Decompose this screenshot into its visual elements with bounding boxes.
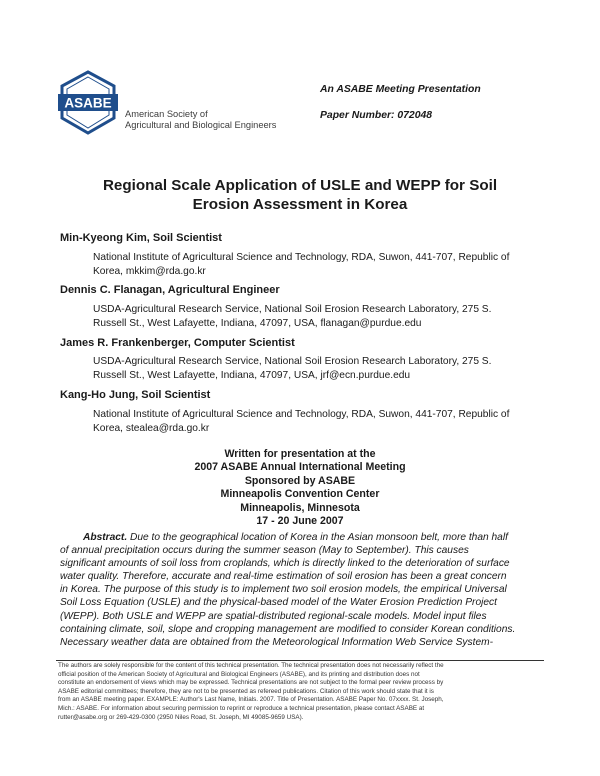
affiliation-line: Russell St., West Lafayette, Indiana, 47097, USA, jrf@ecn.purdue.edu — [93, 369, 411, 381]
footnote-line: rutter@asabe.org or 269-429-0300 (2950 Niles Road, St. Joseph, MI 49085-9659 USA). — [58, 713, 304, 721]
affiliation-line: Korea, mkkim@rda.go.kr — [93, 265, 206, 277]
abstract-line — [60, 531, 515, 544]
affiliation-line: USDA-Agricultural Research Service, National Soil Erosion Research Laboratory, 275 S. — [93, 356, 492, 367]
author-affiliation — [93, 408, 509, 435]
author-affiliation — [93, 303, 491, 330]
abstract-line: significant amounts of soil loss from croplands, which is directly linked to the deterioration of surface — [60, 558, 510, 570]
author-name: Kang-Ho Jung, Soil Scientist — [60, 389, 211, 401]
presentation-line: 17 - 20 June 2007 — [256, 515, 344, 528]
meeting-presentation-label: An ASABE Meeting Presentation — [320, 84, 481, 95]
title-line-2: Erosion Assessment in Korea — [192, 196, 408, 213]
presentation-line: Minneapolis, Minnesota — [240, 501, 360, 514]
author-affiliation — [93, 251, 509, 278]
abstract-line: of annual precipitation occurs during the summer season (May to September). This causes — [60, 545, 469, 557]
affiliation-line: National Institute of Agricultural Science and Technology, RDA, Suwon, 441-707, Republic of — [93, 252, 510, 263]
affiliation-line: National Institute of Agricultural Science and Technology, RDA, Suwon, 441-707, Republic of — [93, 409, 510, 420]
author-name: Min-Kyeong Kim, Soil Scientist — [60, 232, 222, 244]
svg-text:ASABE: ASABE — [64, 95, 112, 111]
title-line-1: Regional Scale Application of USLE and WEPP for Soil — [102, 177, 498, 194]
presentation-line: 2007 ASABE Annual International Meeting — [194, 461, 406, 474]
abstract — [60, 531, 515, 649]
author-name: Dennis C. Flanagan, Agricultural Engineer — [60, 284, 280, 296]
abstract-line: water quality. Therefore, accurate and real-time estimation of soil erosion has been a great concern — [60, 571, 507, 583]
abstract-line: in Korea. The purpose of this study is to implement two soil erosion models, the empirical Universal — [60, 584, 507, 596]
footnote-line: Mich.: ASABE. For information about securing permission to reprint or reproduce a technical presentation, please contact ASABE at — [58, 704, 425, 712]
society-name — [125, 109, 276, 131]
abstract-line: Necessary weather data are obtained from the Meteorological Information Web Service System- — [60, 636, 493, 648]
footnote-divider — [56, 660, 544, 661]
footnote-line: constitute an endorsement of views which may be expressed. Technical presentations are not subject to the formal peer review process by — [58, 679, 444, 687]
footnote — [58, 662, 444, 722]
presentation-line: Minneapolis Convention Center — [220, 488, 380, 501]
abstract-line: (WEPP). Both USLE and WEPP are spatial-distributed regional-scale models. Model input files — [60, 610, 487, 622]
abstract-label: Abstract. — [83, 532, 128, 543]
paper-title — [60, 176, 540, 214]
footnote-line: The authors are solely responsible for the content of this technical presentation. The technical presentation does not necessarily reflect the — [58, 662, 444, 669]
affiliation-line: Russell St., West Lafayette, Indiana, 47097, USA, flanagan@purdue.edu — [93, 317, 422, 329]
author-name: James R. Frankenberger, Computer Scientist — [60, 337, 295, 349]
presentation-info — [100, 448, 500, 528]
asabe-logo — [56, 70, 120, 136]
footnote-line: ASABE editorial committees; therefore, they are not to be presented as refereed publications. Citation of this work should state that it is — [58, 687, 434, 695]
presentation-line: Written for presentation at the — [224, 448, 376, 460]
society-line-1: American Society of — [125, 109, 208, 119]
abstract-line: containing climate, soil, slope and cropping management are modified to consider Korean conditions. — [60, 623, 516, 635]
affiliation-line: Korea, stealea@rda.go.kr — [93, 422, 210, 434]
presentation-line: Sponsored by ASABE — [244, 474, 356, 487]
abstract-line: Soil Loss Equation (USLE) and the physical-based model of the Water Erosion Prediction Project — [60, 597, 497, 609]
abstract-text: Due to the geographical location of Korea in the Asian monsoon belt, more than half — [127, 532, 508, 543]
footnote-line: official position of the American Society of Agricultural and Biological Engineers (ASABE), and its printing and distribution does not — [58, 670, 420, 678]
footnote-line: from an ASABE meeting paper. EXAMPLE: Author's Last Name, Initials. 2007. Title of Presentation. ASABE Paper No. 07xxxx. St. Joseph, — [58, 696, 444, 704]
author-affiliation — [93, 355, 491, 382]
paper-number: Paper Number: 072048 — [320, 110, 433, 121]
society-line-2: Agricultural and Biological Engineers — [125, 120, 277, 130]
affiliation-line: USDA-Agricultural Research Service, National Soil Erosion Research Laboratory, 275 S. — [93, 304, 492, 315]
